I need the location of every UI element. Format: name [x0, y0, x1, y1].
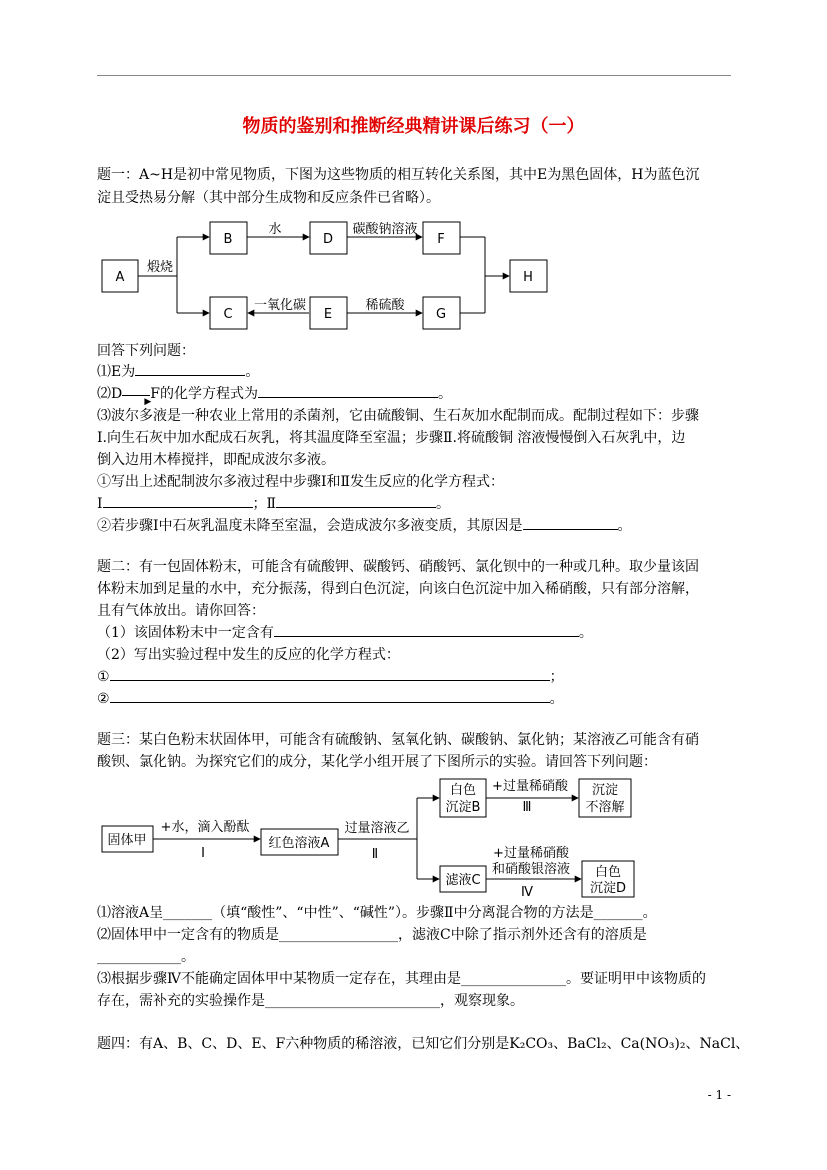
label-f: F	[437, 232, 445, 247]
q1-flow-diagram	[95, 215, 555, 340]
q1-part2: ⑵D ▶ F的化学方程式为 。	[97, 383, 452, 405]
label-solid: 固体甲	[107, 833, 147, 848]
answer-blank	[110, 666, 550, 681]
label-step4-1: +过量稀硝酸	[493, 846, 569, 861]
q3-line1: 题三：某白色粉末状固体甲，可能含有硫酸钠、氢氧化钠、碳酸钠、氯化钠；某溶液乙可能含有硝	[97, 732, 699, 748]
label-step4-num: Ⅳ	[521, 885, 533, 900]
q2-line2: 体粉末加到足量的水中，充分振荡，得到白色沉淀，向该白色沉淀中加入稀硝酸，只有部分溶解，	[97, 581, 699, 597]
q1-intro-line2: 淀且受热易分解（其中部分生成物和反应条件已省略）。	[97, 190, 440, 206]
q3-part3-line2: 存在，需补充的实验操作是_________________________，观察现象。	[97, 993, 524, 1009]
label-d: D	[322, 232, 334, 247]
label-co: 一氧化碳	[253, 298, 307, 313]
page-number: - 1 -	[707, 1088, 731, 1102]
label-h: H	[523, 270, 533, 285]
q2-equation2: ② 。	[97, 688, 564, 710]
label-step2: 过量溶液乙	[344, 821, 410, 836]
answer-blank	[258, 383, 438, 398]
q4-line1: 题四：有A、B、C、D、E、F六种物质的稀溶液，已知它们分别是K₂CO₃、BaCl₂、Ca(NO₃)₂、NaCl、	[97, 1036, 750, 1052]
q3-part3-line1: ⑶根据步骤Ⅳ不能确定固体甲中某物质一定存在，其理由是_______________。要证明甲中该物质的	[97, 971, 706, 987]
label-white-ppt-d-1: 白色	[594, 865, 622, 880]
q2-part2: （2）写出实验过程中发生的反应的化学方程式：	[97, 647, 400, 663]
label-red-solution-a: 红色溶液A	[268, 836, 330, 851]
answer-blank	[135, 361, 245, 376]
label-step1-num: Ⅰ	[201, 846, 205, 861]
q1-part3-line2: Ⅰ.向生石灰中加水配成石灰乳，将其温度降至室温；步骤Ⅱ.将硫酸铜 溶液慢慢倒入石灰乳中，边	[97, 430, 686, 446]
label-step3: +过量稀硝酸	[492, 779, 568, 794]
q1-part3-line3: 倒入边用木棒搅拌，即配成波尔多液。	[97, 452, 335, 468]
header-rule	[97, 75, 731, 76]
label-c: C	[223, 307, 233, 322]
label-e: E	[323, 307, 333, 322]
q3-part2-line1: ⑵固体甲中一定含有的物质是_________________，滤液C中除了指示剂外还含有的溶质是	[97, 927, 647, 943]
label-step4-2: 和硝酸银溶液	[491, 862, 571, 877]
label-white-ppt-d-2: 沉淀D	[589, 881, 627, 896]
q1-part3-sub2: ②若步骤Ⅰ中石灰乳温度未降至室温，会造成波尔多液变质，其原因是 。	[97, 515, 632, 537]
q1-intro-line1: 题一：A~H是初中常见物质，下图为这些物质的相互转化关系图，其中E为黑色固体，H为蓝色沉	[97, 167, 700, 183]
label-step1: +水，滴入酚酞	[160, 820, 250, 835]
answer-blank	[274, 622, 579, 637]
label-calcine: 煅烧	[146, 260, 174, 275]
q1-part1: ⑴E为 。	[97, 361, 259, 383]
label-ppt-1: 沉淀	[591, 783, 619, 798]
label-step2-num: Ⅱ	[371, 847, 379, 862]
label-a: A	[115, 270, 125, 285]
q2-equation1: ① ；	[97, 666, 564, 688]
answer-blank	[523, 515, 618, 530]
q2-line3: 且有气体放出。请你回答：	[97, 603, 265, 619]
q3-line2: 酸钡、氯化钠。为探究它们的成分，某化学小组开展了下图所示的实验。请回答下列问题：	[97, 754, 657, 770]
q3-part2-line2: ____________。	[97, 949, 195, 965]
answer-blank	[103, 493, 253, 508]
label-water: 水	[268, 222, 282, 237]
q3-part1: ⑴溶液A呈_______（填“酸性”、“中性”、“碱性”）。步骤Ⅱ中分离混合物的方法是_______。	[97, 905, 657, 921]
q1-answer-prompt: 回答下列问题：	[97, 343, 195, 359]
label-dilute-h2so4: 稀硫酸	[365, 298, 405, 313]
q3-flow-diagram	[97, 773, 657, 903]
answer-blank	[110, 688, 550, 703]
label-sodium-carbonate: 碳酸钠溶液	[352, 222, 418, 237]
q1-part3-sub1-answers: Ⅰ ；Ⅱ 。	[97, 493, 450, 515]
answer-blank	[276, 493, 436, 508]
label-ppt-2: 不溶解	[585, 800, 625, 815]
label-white-ppt-b-1: 白色	[449, 783, 477, 798]
label-step3-num: Ⅲ	[522, 800, 532, 815]
q1-part3-sub1: ①写出上述配制波尔多液过程中步骤Ⅰ和Ⅱ发生反应的化学方程式：	[97, 474, 505, 490]
page-title: 物质的鉴别和推断经典精讲课后练习（一）	[242, 116, 585, 137]
label-filtrate-c: 滤液C	[445, 873, 481, 888]
label-white-ppt-b-2: 沉淀B	[445, 800, 481, 815]
q2-part1: （1）该固体粉末中一定含有 。	[97, 622, 593, 644]
q2-line1: 题二：有一包固体粉末，可能含有硫酸钾、碳酸钙、硝酸钙、氯化钡中的一种或几种。取少量该固	[97, 559, 699, 575]
label-g: G	[435, 307, 447, 322]
label-b: B	[223, 232, 233, 247]
q1-part3-line1: ⑶波尔多液是一种农业上常用的杀菌剂，它由硫酸铜、生石灰加水配制而成。配制过程如下：步骤	[97, 408, 699, 424]
